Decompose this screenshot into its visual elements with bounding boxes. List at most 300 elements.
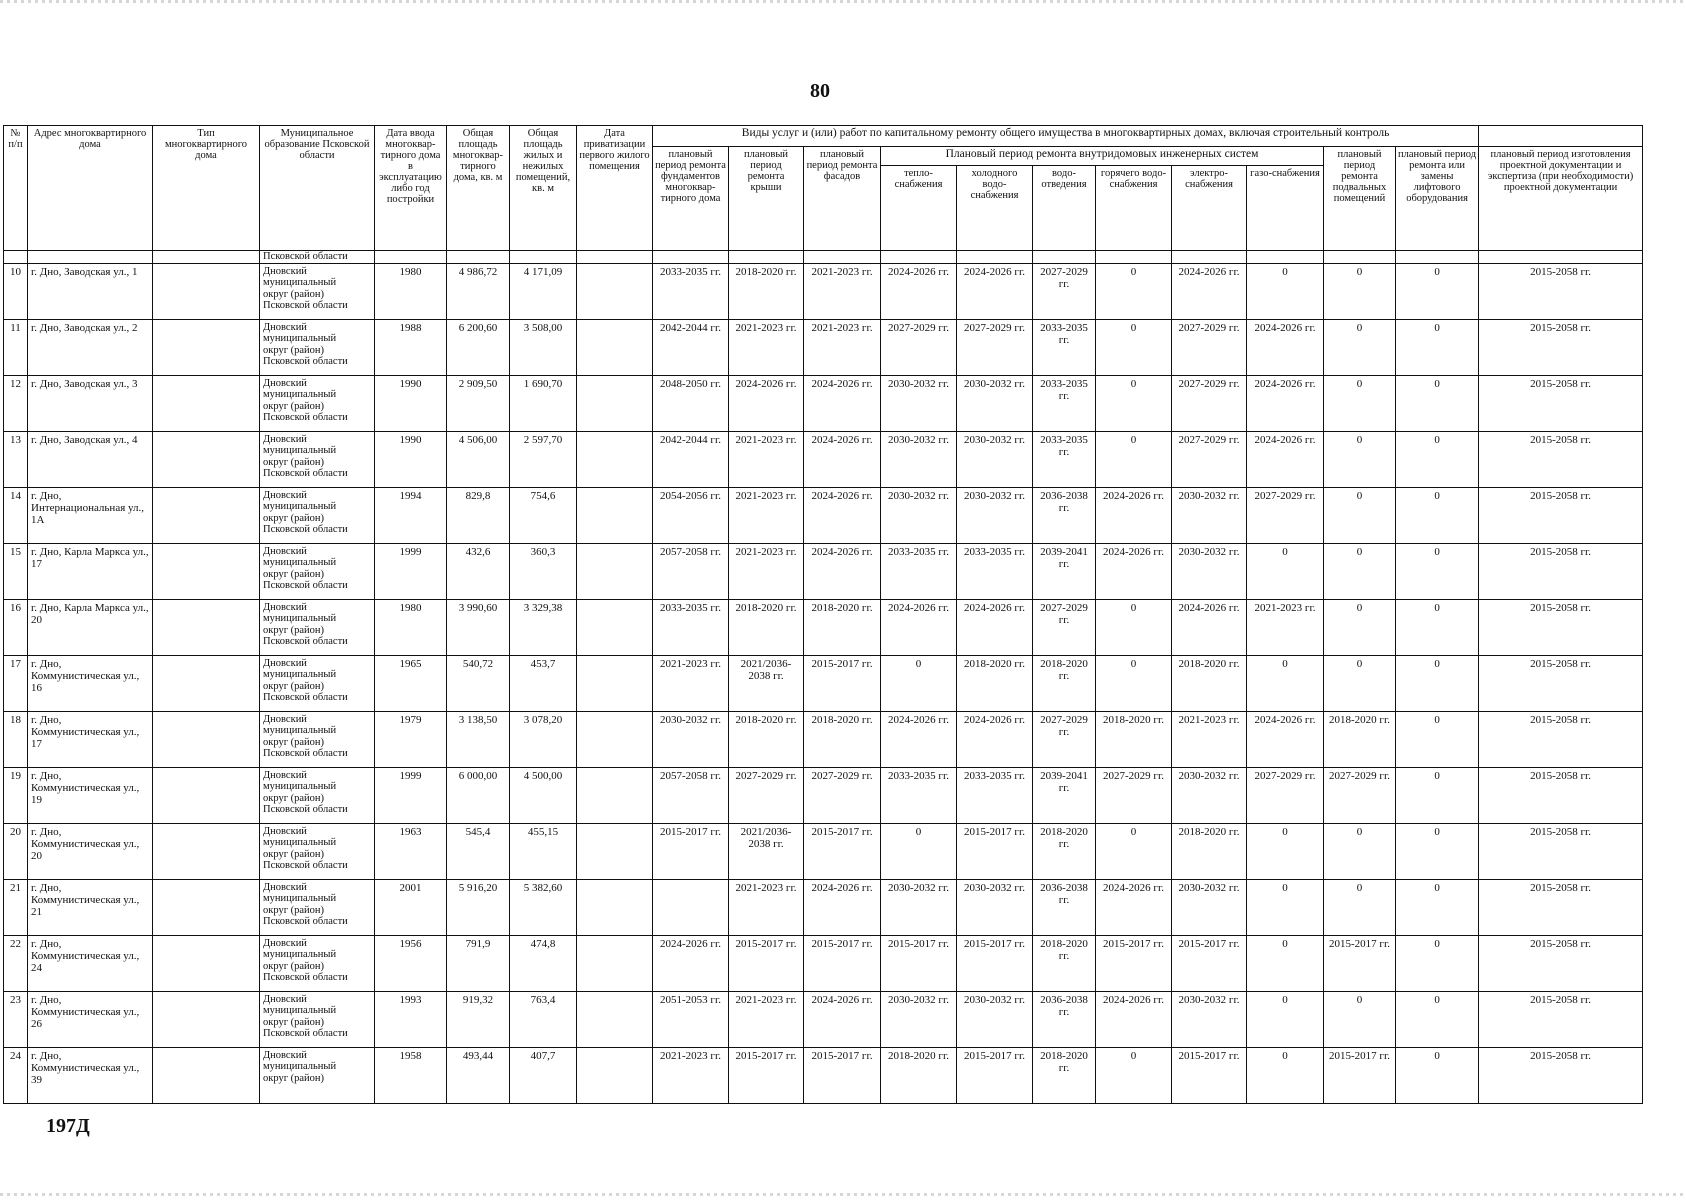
cell-electricity: 2027-2029 гг.: [1172, 431, 1247, 487]
cell-sewerage: 2027-2029 гг.: [1033, 711, 1096, 767]
cell-foundation: 2057-2058 гг.: [653, 543, 729, 599]
municipality-line: Псковской области: [263, 412, 348, 424]
cell-facade: 2015-2017 гг.: [804, 823, 881, 879]
cell-gas: 0: [1247, 935, 1324, 991]
cell-type: [153, 431, 260, 487]
municipality-line: Дновский: [263, 265, 307, 277]
cell-sewerage: 2033-2035 гг.: [1033, 375, 1096, 431]
cell-num: 12: [4, 375, 28, 431]
cell-heat: 0: [881, 655, 957, 711]
cell-cold-water: 2018-2020 гг.: [957, 655, 1033, 711]
cell-basement: 0: [1324, 991, 1396, 1047]
cell-facade: 2015-2017 гг.: [804, 655, 881, 711]
cell-sewerage: 2039-2041 гг.: [1033, 767, 1096, 823]
cell-privatization-date: [577, 711, 653, 767]
table-row: [4, 543, 1643, 599]
cell-municipality: [260, 767, 375, 823]
cell-foundation: 2030-2032 гг.: [653, 711, 729, 767]
cell-gas: 2024-2026 гг.: [1247, 375, 1324, 431]
cell-type: [153, 655, 260, 711]
cell-address: г. Дно, Заводская ул., 4: [28, 431, 153, 487]
cell-electricity: 2030-2032 гг.: [1172, 543, 1247, 599]
cell-roof: 2015-2017 гг.: [729, 1047, 804, 1103]
municipality-line: Псковской области: [263, 636, 348, 648]
cell-heat: 2030-2032 гг.: [881, 375, 957, 431]
cell-num: 19: [4, 767, 28, 823]
municipality-line: Дновский: [263, 825, 307, 837]
cell-privatization-date: [577, 823, 653, 879]
cell-basement: 2018-2020 гг.: [1324, 711, 1396, 767]
cell-total-area: 4 986,72: [447, 263, 510, 319]
cell-address: г. Дно, Коммунистическая ул., 20: [28, 823, 153, 879]
cell-municipality: [260, 711, 375, 767]
cell-municipality: [260, 263, 375, 319]
municipality-line: муниципальный: [263, 1005, 337, 1017]
cell-municipality: [260, 375, 375, 431]
cell-sewerage: 2036-2038 гг.: [1033, 879, 1096, 935]
cell-num: 20: [4, 823, 28, 879]
cell-gas: 0: [1247, 655, 1324, 711]
cell-roof: 2021/2036-2038 гг.: [729, 823, 804, 879]
cell-privatization-date: [577, 991, 653, 1047]
cell-electricity: 2030-2032 гг.: [1172, 879, 1247, 935]
municipality-line: Дновский: [263, 937, 307, 949]
cell-num: 16: [4, 599, 28, 655]
cell-commission-year: 1990: [375, 431, 447, 487]
cell-heat: 2030-2032 гг.: [881, 879, 957, 935]
cell-premises-area: 3 078,20: [510, 711, 577, 767]
municipality-line: Дновский: [263, 601, 307, 613]
municipality-line: муниципальный: [263, 669, 337, 681]
cell-roof: 2015-2017 гг.: [729, 935, 804, 991]
municipality-line: муниципальный: [263, 389, 337, 401]
cell-basement: 0: [1324, 375, 1396, 431]
municipality-line: Дновский: [263, 993, 307, 1005]
cell-premises-area: 407,7: [510, 1047, 577, 1103]
cell-heat: 2030-2032 гг.: [881, 431, 957, 487]
cell-cold-water: 2033-2035 гг.: [957, 767, 1033, 823]
cell-foundation: 2021-2023 гг.: [653, 1047, 729, 1103]
cell-type: [153, 1047, 260, 1103]
cell-design-docs: 2015-2058 гг.: [1479, 823, 1643, 879]
cell-total-area: 545,4: [447, 823, 510, 879]
cell-gas: 0: [1247, 1047, 1324, 1103]
cell-type: [153, 599, 260, 655]
table-row: [4, 431, 1643, 487]
cell-basement: 0: [1324, 823, 1396, 879]
cell-elevator: 0: [1396, 991, 1479, 1047]
header-cold-water: холодного водо-снабжения: [957, 166, 1033, 251]
cell-gas: 2024-2026 гг.: [1247, 711, 1324, 767]
cell-basement: 2015-2017 гг.: [1324, 935, 1396, 991]
cell-municipality: [260, 543, 375, 599]
cell-elevator: 0: [1396, 319, 1479, 375]
cell-basement: 0: [1324, 431, 1396, 487]
cell-municipality: [260, 935, 375, 991]
cell-hot-water: 2018-2020 гг.: [1096, 711, 1172, 767]
cell-basement: 0: [1324, 487, 1396, 543]
cell-premises-area: 453,7: [510, 655, 577, 711]
header-privatization-date: Дата приватизации первого жилого помещения: [577, 126, 653, 251]
cell-heat: 2018-2020 гг.: [881, 1047, 957, 1103]
cell-cold-water: 2033-2035 гг.: [957, 543, 1033, 599]
cell-elevator: 0: [1396, 599, 1479, 655]
header-design-docs: плановый период изготовления проектной документации и экспертиза (при необходимости) проектной документации: [1479, 147, 1643, 251]
cell-total-area: 432,6: [447, 543, 510, 599]
cell-roof: 2021-2023 гг.: [729, 879, 804, 935]
cell-cold-water: 2030-2032 гг.: [957, 879, 1033, 935]
municipality-line: Дновский: [263, 377, 307, 389]
cell-total-area: 791,9: [447, 935, 510, 991]
cell-sewerage: 2033-2035 гг.: [1033, 431, 1096, 487]
municipality-line: округ (район): [263, 904, 325, 916]
header-foundation: плановый период ремонта фундаментов многоквар-тирного дома: [653, 147, 729, 251]
cell-gas: 0: [1247, 879, 1324, 935]
table-row: [4, 711, 1643, 767]
cell-foundation: 2042-2044 гг.: [653, 431, 729, 487]
cell-design-docs: 2015-2058 гг.: [1479, 487, 1643, 543]
cell-type: [153, 767, 260, 823]
capital-repair-table: [3, 125, 1643, 1104]
cell-elevator: 0: [1396, 767, 1479, 823]
cell-design-docs: 2015-2058 гг.: [1479, 263, 1643, 319]
cell-basement: 0: [1324, 263, 1396, 319]
cell-commission-year: 1988: [375, 319, 447, 375]
cell-design-docs: 2015-2058 гг.: [1479, 655, 1643, 711]
cell-hot-water: 0: [1096, 1047, 1172, 1103]
cell-sewerage: 2039-2041 гг.: [1033, 543, 1096, 599]
cell-address: г. Дно, Заводская ул., 2: [28, 319, 153, 375]
cell-electricity: 2030-2032 гг.: [1172, 487, 1247, 543]
cell-hot-water: 0: [1096, 599, 1172, 655]
municipality-line: муниципальный: [263, 277, 337, 289]
cell-roof: 2021-2023 гг.: [729, 991, 804, 1047]
scan-edge-top: [0, 0, 1686, 3]
cell-privatization-date: [577, 935, 653, 991]
cell-address: г. Дно, Интернациональная ул., 1А: [28, 487, 153, 543]
cell-commission-year: 1965: [375, 655, 447, 711]
cell-total-area: 6 000,00: [447, 767, 510, 823]
municipality-line: муниципальный: [263, 501, 337, 513]
cell-foundation: 2033-2035 гг.: [653, 263, 729, 319]
cell-gas: 2027-2029 гг.: [1247, 767, 1324, 823]
municipality-line: Псковской области: [263, 1028, 348, 1040]
cell-foundation: 2033-2035 гг.: [653, 599, 729, 655]
cell-address: г. Дно, Коммунистическая ул., 16: [28, 655, 153, 711]
cell-num: 15: [4, 543, 28, 599]
municipality-line: Дновский: [263, 545, 307, 557]
cell-design-docs: 2015-2058 гг.: [1479, 375, 1643, 431]
cell-sewerage: 2036-2038 гг.: [1033, 487, 1096, 543]
table-row: [4, 599, 1643, 655]
municipality-line: Псковской области: [263, 860, 348, 872]
cell-foundation: 2057-2058 гг.: [653, 767, 729, 823]
cell-privatization-date: [577, 1047, 653, 1103]
cell-total-area: 493,44: [447, 1047, 510, 1103]
municipality-line: Псковской области: [263, 468, 348, 480]
cell-commission-year: 1999: [375, 543, 447, 599]
cell-municipality: [260, 431, 375, 487]
cell-gas: 2024-2026 гг.: [1247, 431, 1324, 487]
cell-gas: 0: [1247, 823, 1324, 879]
cell-hot-water: 2024-2026 гг.: [1096, 991, 1172, 1047]
cell-sewerage: 2018-2020 гг.: [1033, 655, 1096, 711]
cell-design-docs: 2015-2058 гг.: [1479, 767, 1643, 823]
cell-address: г. Дно, Коммунистическая ул., 24: [28, 935, 153, 991]
cell-num: 21: [4, 879, 28, 935]
cell-electricity: 2030-2032 гг.: [1172, 991, 1247, 1047]
cell-roof: 2021-2023 гг.: [729, 543, 804, 599]
cell-foundation: 2015-2017 гг.: [653, 823, 729, 879]
cell-privatization-date: [577, 655, 653, 711]
cell-heat: 2033-2035 гг.: [881, 543, 957, 599]
cell-municipality: [260, 879, 375, 935]
cell-total-area: 4 506,00: [447, 431, 510, 487]
cell-premises-area: 754,6: [510, 487, 577, 543]
cell-facade: 2021-2023 гг.: [804, 319, 881, 375]
cell-type: [153, 263, 260, 319]
cell-electricity: 2024-2026 гг.: [1172, 599, 1247, 655]
cell-municipality: [260, 487, 375, 543]
cell-commission-year: 1958: [375, 1047, 447, 1103]
cell-basement: 0: [1324, 599, 1396, 655]
cell-municipality: [260, 599, 375, 655]
cell-electricity: 2018-2020 гг.: [1172, 655, 1247, 711]
cell-privatization-date: [577, 375, 653, 431]
carry-over-text: Псковской области: [260, 251, 375, 264]
municipality-line: округ (район): [263, 400, 325, 412]
cell-premises-area: 2 597,70: [510, 431, 577, 487]
cell-num: 23: [4, 991, 28, 1047]
cell-facade: 2024-2026 гг.: [804, 991, 881, 1047]
municipality-line: муниципальный: [263, 557, 337, 569]
cell-elevator: 0: [1396, 375, 1479, 431]
cell-hot-water: 2015-2017 гг.: [1096, 935, 1172, 991]
municipality-line: Дновский: [263, 321, 307, 333]
cell-address: г. Дно, Заводская ул., 1: [28, 263, 153, 319]
cell-cold-water: 2024-2026 гг.: [957, 599, 1033, 655]
cell-design-docs: 2015-2058 гг.: [1479, 319, 1643, 375]
cell-commission-year: 1993: [375, 991, 447, 1047]
header-heat: тепло-снабжения: [881, 166, 957, 251]
cell-electricity: 2027-2029 гг.: [1172, 375, 1247, 431]
cell-total-area: 540,72: [447, 655, 510, 711]
cell-privatization-date: [577, 543, 653, 599]
municipality-line: Псковской области: [263, 356, 348, 368]
municipality-line: муниципальный: [263, 613, 337, 625]
table-row: [4, 935, 1643, 991]
cell-electricity: 2024-2026 гг.: [1172, 263, 1247, 319]
cell-type: [153, 319, 260, 375]
cell-privatization-date: [577, 487, 653, 543]
municipality-line: Дновский: [263, 1049, 307, 1061]
page-number: 80: [810, 80, 830, 102]
municipality-line: муниципальный: [263, 333, 337, 345]
cell-roof: 2021-2023 гг.: [729, 487, 804, 543]
municipality-line: округ (район): [263, 456, 325, 468]
header-gas: газо-снабжения: [1247, 166, 1324, 251]
cell-num: 11: [4, 319, 28, 375]
cell-elevator: 0: [1396, 823, 1479, 879]
cell-elevator: 0: [1396, 263, 1479, 319]
table-row: [4, 1047, 1643, 1103]
cell-foundation: 2042-2044 гг.: [653, 319, 729, 375]
cell-design-docs: 2015-2058 гг.: [1479, 991, 1643, 1047]
cell-total-area: 3 138,50: [447, 711, 510, 767]
municipality-line: округ (район): [263, 1016, 325, 1028]
municipality-line: округ (район): [263, 288, 325, 300]
header-num: № п/п: [4, 126, 28, 251]
cell-privatization-date: [577, 599, 653, 655]
cell-address: г. Дно, Коммунистическая ул., 21: [28, 879, 153, 935]
cell-foundation: 2054-2056 гг.: [653, 487, 729, 543]
cell-facade: 2027-2029 гг.: [804, 767, 881, 823]
cell-facade: 2024-2026 гг.: [804, 543, 881, 599]
cell-commission-year: 1963: [375, 823, 447, 879]
cell-commission-year: 1980: [375, 263, 447, 319]
table-header: [4, 126, 1643, 251]
cell-heat: 2030-2032 гг.: [881, 991, 957, 1047]
header-premises-area: Общая площадь жилых и нежилых помещений, кв. м: [510, 126, 577, 251]
cell-heat: 0: [881, 823, 957, 879]
cell-commission-year: 1999: [375, 767, 447, 823]
municipality-line: округ (район): [263, 960, 325, 972]
cell-num: 24: [4, 1047, 28, 1103]
cell-total-area: 6 200,60: [447, 319, 510, 375]
cell-premises-area: 360,3: [510, 543, 577, 599]
municipality-line: Псковской области: [263, 748, 348, 760]
cell-cold-water: 2015-2017 гг.: [957, 935, 1033, 991]
cell-privatization-date: [577, 767, 653, 823]
cell-address: г. Дно, Карла Маркса ул., 17: [28, 543, 153, 599]
cell-elevator: 0: [1396, 487, 1479, 543]
cell-hot-water: 2024-2026 гг.: [1096, 487, 1172, 543]
cell-roof: 2018-2020 гг.: [729, 599, 804, 655]
cell-heat: 2033-2035 гг.: [881, 767, 957, 823]
table-row: [4, 319, 1643, 375]
cell-foundation: 2021-2023 гг.: [653, 655, 729, 711]
cell-elevator: 0: [1396, 431, 1479, 487]
cell-heat: 2015-2017 гг.: [881, 935, 957, 991]
municipality-line: муниципальный: [263, 893, 337, 905]
municipality-line: округ (район): [263, 680, 325, 692]
cell-premises-area: 455,15: [510, 823, 577, 879]
cell-sewerage: 2018-2020 гг.: [1033, 1047, 1096, 1103]
cell-gas: 2024-2026 гг.: [1247, 319, 1324, 375]
cell-facade: 2015-2017 гг.: [804, 1047, 881, 1103]
cell-sewerage: 2027-2029 гг.: [1033, 599, 1096, 655]
municipality-line: округ (район): [263, 344, 325, 356]
cell-address: г. Дно, Заводская ул., 3: [28, 375, 153, 431]
cell-electricity: 2027-2029 гг.: [1172, 319, 1247, 375]
cell-sewerage: 2033-2035 гг.: [1033, 319, 1096, 375]
header-elevator: плановый период ремонта или замены лифтового оборудования: [1396, 147, 1479, 251]
cell-roof: 2021-2023 гг.: [729, 431, 804, 487]
cell-type: [153, 991, 260, 1047]
cell-municipality: [260, 991, 375, 1047]
cell-type: [153, 543, 260, 599]
cell-commission-year: 1956: [375, 935, 447, 991]
cell-hot-water: 0: [1096, 375, 1172, 431]
cell-num: 18: [4, 711, 28, 767]
header-commission-date: Дата ввода многоквар-тирного дома в эксплуатацию либо год постройки: [375, 126, 447, 251]
table-row: [4, 879, 1643, 935]
municipality-line: Псковской области: [263, 580, 348, 592]
cell-num: 13: [4, 431, 28, 487]
municipality-line: Дновский: [263, 881, 307, 893]
cell-address: г. Дно, Коммунистическая ул., 19: [28, 767, 153, 823]
header-systems-group: Плановый период ремонта внутридомовых инженерных систем: [881, 147, 1324, 166]
cell-foundation: [653, 879, 729, 935]
cell-roof: 2021/2036-2038 гг.: [729, 655, 804, 711]
cell-premises-area: 763,4: [510, 991, 577, 1047]
municipality-line: Псковской области: [263, 300, 348, 312]
municipality-line: Дновский: [263, 769, 307, 781]
cell-total-area: 919,32: [447, 991, 510, 1047]
cell-heat: 2024-2026 гг.: [881, 711, 957, 767]
cell-premises-area: 5 382,60: [510, 879, 577, 935]
cell-cold-water: 2024-2026 гг.: [957, 263, 1033, 319]
municipality-line: округ (район): [263, 736, 325, 748]
cell-type: [153, 375, 260, 431]
cell-design-docs: 2015-2058 гг.: [1479, 935, 1643, 991]
cell-design-docs: 2015-2058 гг.: [1479, 543, 1643, 599]
municipality-line: Псковской области: [263, 804, 348, 816]
table-row: [4, 655, 1643, 711]
cell-facade: 2024-2026 гг.: [804, 879, 881, 935]
cell-facade: 2018-2020 гг.: [804, 599, 881, 655]
cell-electricity: 2015-2017 гг.: [1172, 1047, 1247, 1103]
municipality-line: Дновский: [263, 489, 307, 501]
cell-privatization-date: [577, 879, 653, 935]
cell-facade: 2015-2017 гг.: [804, 935, 881, 991]
municipality-line: муниципальный: [263, 837, 337, 849]
cell-hot-water: 0: [1096, 823, 1172, 879]
cell-type: [153, 879, 260, 935]
cell-basement: 2015-2017 гг.: [1324, 1047, 1396, 1103]
cell-address: г. Дно, Карла Маркса ул., 20: [28, 599, 153, 655]
table-row: [4, 823, 1643, 879]
header-type: Тип многоквартирного дома: [153, 126, 260, 251]
cell-privatization-date: [577, 263, 653, 319]
cell-num: 22: [4, 935, 28, 991]
header-roof: плановый период ремонта крыши: [729, 147, 804, 251]
header-hot-water: горячего водо-снабжения: [1096, 166, 1172, 251]
cell-basement: 0: [1324, 879, 1396, 935]
cell-premises-area: 3 329,38: [510, 599, 577, 655]
cell-facade: 2024-2026 гг.: [804, 431, 881, 487]
cell-sewerage: 2027-2029 гг.: [1033, 263, 1096, 319]
carry-over-row: [4, 251, 1643, 264]
header-electricity: электро-снабжения: [1172, 166, 1247, 251]
cell-elevator: 0: [1396, 1047, 1479, 1103]
cell-electricity: 2030-2032 гг.: [1172, 767, 1247, 823]
cell-num: 14: [4, 487, 28, 543]
cell-cold-water: 2015-2017 гг.: [957, 823, 1033, 879]
sheet-code: 197Д: [46, 1115, 90, 1137]
header-total-area: Общая площадь многоквар-тирного дома, кв. м: [447, 126, 510, 251]
cell-heat: 2027-2029 гг.: [881, 319, 957, 375]
municipality-line: Псковской области: [263, 972, 348, 984]
cell-municipality: [260, 1047, 375, 1103]
cell-address: г. Дно, Коммунистическая ул., 39: [28, 1047, 153, 1103]
cell-address: г. Дно, Коммунистическая ул., 26: [28, 991, 153, 1047]
cell-foundation: 2051-2053 гг.: [653, 991, 729, 1047]
municipality-line: муниципальный: [263, 1061, 337, 1073]
cell-cold-water: 2030-2032 гг.: [957, 375, 1033, 431]
cell-privatization-date: [577, 319, 653, 375]
cell-heat: 2030-2032 гг.: [881, 487, 957, 543]
